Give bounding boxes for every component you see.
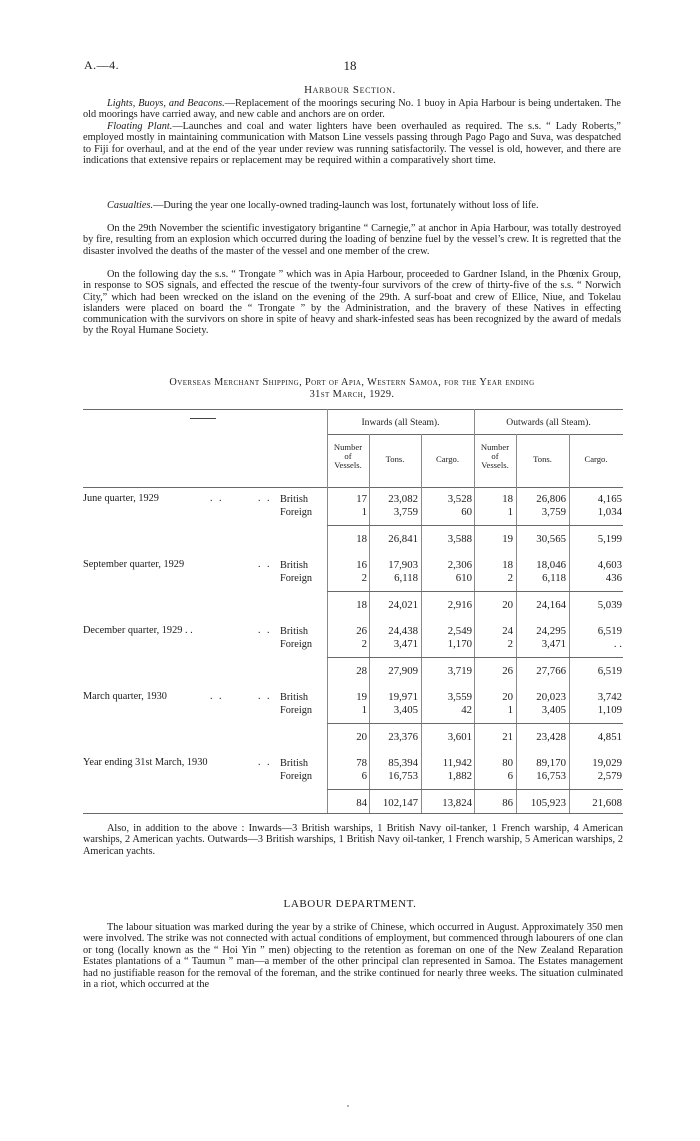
inwards-header: Inwards (all Steam). — [361, 417, 440, 428]
table-cell-inwards-tons: 16,753 — [388, 770, 418, 782]
table-cell-outwards-vessels: 2 — [507, 572, 513, 584]
period-label: September quarter, 1929 — [83, 559, 185, 570]
table-cell-inwards-vessels: 1 — [361, 704, 367, 716]
table-cell-outwards-tons: 30,565 — [536, 533, 566, 545]
table-cell-inwards-tons: 27,909 — [388, 665, 418, 677]
table-cell-outwards-tons: 23,428 — [536, 731, 566, 743]
table-cell-inwards-tons: 24,438 — [388, 625, 418, 637]
leader-dots: . . — [258, 493, 272, 504]
table-cell-inwards-vessels: 84 — [356, 797, 367, 809]
table-cell-outwards-tons: 20,023 — [536, 691, 566, 703]
table-cell-outwards-cargo: 3,742 — [597, 691, 622, 703]
shipping-table-title-line: Overseas Merchant Shipping, Port of Apia, Western Samoa, for the Year ending — [169, 377, 535, 388]
table-cell-outwards-cargo: 6,519 — [597, 665, 622, 677]
leader-dots: . . — [258, 691, 272, 702]
paragraph-lead: Floating Plant. — [107, 121, 173, 132]
subtotal-rule — [327, 723, 623, 724]
subtotal-rule — [327, 657, 623, 658]
table-header-rule — [83, 487, 623, 488]
subtotal-rule — [327, 525, 623, 526]
table-cell-outwards-cargo: 5,199 — [597, 533, 622, 545]
harbour-section-title: Harbour Section. — [304, 84, 396, 96]
table-cell-outwards-cargo: 21,608 — [592, 797, 622, 809]
table-cell-outwards-vessels: 2 — [507, 638, 513, 650]
table-cell-inwards-cargo: 3,719 — [447, 665, 472, 677]
nationality-foreign: Foreign — [280, 705, 313, 716]
table-cell-outwards-cargo: 4,851 — [597, 731, 622, 743]
paragraph-lead: Casualties. — [107, 200, 154, 211]
paragraph-lights-buoys — [83, 98, 621, 121]
table-cell-inwards-cargo: 1,170 — [447, 638, 472, 650]
table-cell-outwards-vessels: 1 — [507, 704, 513, 716]
table-cell-inwards-vessels: 78 — [356, 757, 367, 769]
table-cell-inwards-cargo: 60 — [461, 506, 472, 518]
paragraph-text: —Replacement of the moorings securing No. 1 buoy in Apia Harbour is being undertaken. The old moorings have carried away, and new cable and anchors are on order. — [83, 98, 621, 121]
document-reference: A.—4. — [84, 58, 120, 72]
table-cell-outwards-cargo: 19,029 — [592, 757, 622, 769]
table-cell-inwards-cargo: 3,559 — [447, 691, 472, 703]
col-header-tons: Tons. — [385, 454, 405, 464]
nationality-british: British — [280, 494, 309, 505]
table-cell-inwards-vessels: 6 — [361, 770, 367, 782]
table-cell-inwards-tons: 23,082 — [388, 493, 418, 505]
table-cell-outwards-vessels: 20 — [502, 691, 513, 703]
table-cell-outwards-tons: 24,295 — [536, 625, 566, 637]
paragraph-labour: The labour situation was marked during the year by a strike of Chinese, which occurred in August. Approximately 350 men were involved. The strike was not connected with actual conditions of employment, but commenced through labourers of one clan or tong (locally known as the “ Hoi Yin ” men) objecting to the retention as foreman on one of the New Zealand Reparation Estates plantations of a “ Taumun ” man—a member of the other principal clan represented in Samoa. The Estates management had no justifiable reason for the removal of the foreman, and the strike continued for nearly three weeks. The situation culminated in a riot, which occurred at the — [83, 922, 623, 991]
outwards-header: Outwards (all Steam). — [506, 417, 591, 428]
table-cell-inwards-cargo: 3,528 — [447, 493, 472, 505]
subtotal-rule — [327, 591, 623, 592]
paragraph-text: —Launches and coal and water lighters have been overhauled as required. The s.s. “ Lady Roberts,” employed mostly in maintaining communication with Matson Line vessels passing through Pago Pago and Suva, was despatched to Fiji for overhaul, and at the end of the year under review was running satisfactorily. The vessel is old, however, and there are indications that extensive repairs or replacement may be required within a comparatively short time. — [83, 121, 621, 166]
table-cell-outwards-tons: 24,164 — [536, 599, 566, 611]
table-cell-inwards-vessels: 19 — [356, 691, 367, 703]
table-cell-inwards-tons: 102,147 — [382, 797, 418, 809]
table-cell-inwards-vessels: 20 — [356, 731, 367, 743]
paragraph-carnegie: On the 29th November the scientific investigatory brigantine “ Carnegie,” at anchor in Apia Harbour, was totally destroyed by fire, resulting from an explosion which occurred during the loading of benzine fuel by the vessel’s crew. It is regretted that the disaster involved the deaths of the master of the vessel and one member of the crew. — [83, 223, 621, 257]
table-cell-outwards-cargo: . . — [613, 638, 622, 650]
labour-section-title: LABOUR DEPARTMENT. — [283, 898, 417, 910]
table-cell-inwards-tons: 85,394 — [388, 757, 418, 769]
table-bottom-rule — [83, 813, 623, 814]
table-cell-outwards-tons: 27,766 — [536, 665, 566, 677]
table-cell-inwards-tons: 24,021 — [388, 599, 418, 611]
paper-speck — [347, 1105, 349, 1107]
table-cell-outwards-cargo: 1,109 — [597, 704, 622, 716]
leader-dots: . . — [258, 757, 272, 768]
table-cell-outwards-tons: 6,118 — [542, 572, 566, 584]
leader-dots: . . — [258, 625, 272, 636]
nationality-british: British — [280, 692, 309, 703]
table-cell-outwards-vessels: 18 — [502, 493, 513, 505]
leader-dots: . . — [258, 559, 272, 570]
table-cell-outwards-tons: 18,046 — [536, 559, 566, 571]
table-cell-outwards-tons: 105,923 — [530, 797, 566, 809]
nationality-british: British — [280, 626, 309, 637]
table-cell-inwards-vessels: 16 — [356, 559, 367, 571]
col-header-vessels: Number of Vessels. — [480, 442, 510, 471]
table-cell-outwards-tons: 3,471 — [541, 638, 566, 650]
table-cell-inwards-tons: 23,376 — [388, 731, 418, 743]
table-cell-outwards-vessels: 86 — [502, 797, 513, 809]
table-cell-inwards-vessels: 2 — [361, 572, 367, 584]
table-cell-inwards-cargo: 11,942 — [442, 757, 472, 769]
table-cell-outwards-vessels: 19 — [502, 533, 513, 545]
table-cell-outwards-cargo: 4,603 — [597, 559, 622, 571]
table-cell-outwards-vessels: 26 — [502, 665, 513, 677]
table-cell-inwards-vessels: 2 — [361, 638, 367, 650]
table-cell-inwards-tons: 3,759 — [393, 506, 418, 518]
table-cell-inwards-cargo: 3,588 — [447, 533, 472, 545]
table-cell-inwards-vessels: 18 — [356, 599, 367, 611]
table-cell-outwards-tons: 26,806 — [536, 493, 566, 505]
table-cell-outwards-cargo: 436 — [605, 572, 622, 584]
period-label: March quarter, 1930 — [83, 691, 167, 702]
col-header-tons: Tons. — [533, 454, 552, 464]
table-cell-inwards-cargo: 2,549 — [447, 625, 472, 637]
period-label: Year ending 31st March, 1930 — [83, 757, 208, 768]
page-number: 18 — [343, 58, 357, 73]
nationality-foreign: Foreign — [280, 771, 313, 782]
table-cell-outwards-cargo: 6,519 — [597, 625, 622, 637]
paragraph-lead: Lights, Buoys, and Beacons. — [107, 98, 225, 109]
leader-dots: . . — [210, 493, 224, 504]
table-cell-inwards-tons: 19,971 — [388, 691, 418, 703]
table-cell-outwards-vessels: 6 — [507, 770, 513, 782]
table-cell-outwards-tons: 3,405 — [541, 704, 566, 716]
nationality-british: British — [280, 560, 309, 571]
table-cell-outwards-cargo: 2,579 — [597, 770, 622, 782]
table-cell-outwards-tons: 3,759 — [541, 506, 566, 518]
col-header-cargo: Cargo. — [436, 454, 459, 464]
table-cell-inwards-vessels: 17 — [356, 493, 367, 505]
table-cell-inwards-vessels: 18 — [356, 533, 367, 545]
table-cell-outwards-tons: 89,170 — [536, 757, 566, 769]
table-cell-inwards-cargo: 2,306 — [447, 559, 472, 571]
table-cell-inwards-cargo: 2,916 — [447, 599, 472, 611]
nationality-foreign: Foreign — [280, 573, 313, 584]
period-label: June quarter, 1929 — [83, 493, 159, 504]
table-cell-inwards-vessels: 26 — [356, 625, 367, 637]
shipping-table-title-line: 31st March, 1929. — [309, 389, 395, 400]
table-cell-inwards-tons: 3,405 — [393, 704, 418, 716]
shipping-table-title — [83, 377, 621, 401]
period-label: December quarter, 1929 . . — [83, 625, 193, 636]
table-cell-inwards-cargo: 610 — [455, 572, 472, 584]
nationality-foreign: Foreign — [280, 639, 313, 650]
table-cell-inwards-tons: 3,471 — [393, 638, 418, 650]
table-cell-inwards-cargo: 1,882 — [447, 770, 472, 782]
table-cell-inwards-tons: 6,118 — [394, 572, 418, 584]
nationality-foreign: Foreign — [280, 507, 313, 518]
leader-dots: . . — [210, 691, 224, 702]
table-footnote: Also, in addition to the above : Inwards—3 British warships, 1 British Navy oil-tanker, 1 French warship, 4 American warships, 2 American yachts. Outwards—3 British warships, 1 British Navy oil-tanker, 1 French warship, 5 American warships, 2 American yachts. — [83, 823, 623, 857]
table-cell-outwards-vessels: 20 — [502, 599, 513, 611]
table-cell-outwards-vessels: 18 — [502, 559, 513, 571]
table-cell-inwards-cargo: 42 — [461, 704, 472, 716]
col-header-vessels: Number of Vessels. — [333, 442, 363, 471]
table-cell-outwards-vessels: 21 — [502, 731, 513, 743]
table-top-rule — [83, 409, 623, 410]
paragraph-floating-plant — [83, 121, 621, 166]
table-cell-outwards-cargo: 5,039 — [597, 599, 622, 611]
paragraph-casualties — [83, 200, 621, 211]
nationality-british: British — [280, 758, 309, 769]
stub-dash — [190, 418, 216, 419]
table-cell-outwards-tons: 16,753 — [536, 770, 566, 782]
table-cell-outwards-vessels: 80 — [502, 757, 513, 769]
paragraph-trongate: On the following day the s.s. “ Trongate ” which was in Apia Harbour, proceeded to Gardner Island, in the Phœnix Group, in response to SOS signals, and effected the rescue of the twenty-four survivors of the crew of thirty-five of the s.s. “ Norwich City,” which had been wrecked on the island on the evening of the 29th. A surf-boat and crew of Ellice, Niue, and Tokelau islanders were placed on board the “ Trongate ” by the Administration, and the bravery of these Natives in effecting communication with the survivors on shore in spite of heavy and shark-infested seas has been recognized by the award of medals by the Royal Humane Society. — [83, 269, 621, 337]
table-cell-inwards-tons: 17,903 — [388, 559, 418, 571]
table-cell-outwards-vessels: 24 — [502, 625, 513, 637]
table-group-rule — [327, 434, 623, 435]
paragraph-text: —During the year one locally-owned trading-launch was lost, fortunately without loss of life. — [153, 200, 539, 211]
table-cell-outwards-cargo: 4,165 — [597, 493, 622, 505]
table-cell-outwards-vessels: 1 — [507, 506, 513, 518]
table-cell-inwards-vessels: 28 — [356, 665, 367, 677]
col-header-cargo: Cargo. — [584, 454, 608, 464]
table-cell-inwards-cargo: 3,601 — [447, 731, 472, 743]
table-cell-inwards-vessels: 1 — [361, 506, 367, 518]
table-cell-outwards-cargo: 1,034 — [597, 506, 622, 518]
subtotal-rule — [327, 789, 623, 790]
table-cell-inwards-tons: 26,841 — [388, 533, 418, 545]
table-cell-inwards-cargo: 13,824 — [442, 797, 472, 809]
